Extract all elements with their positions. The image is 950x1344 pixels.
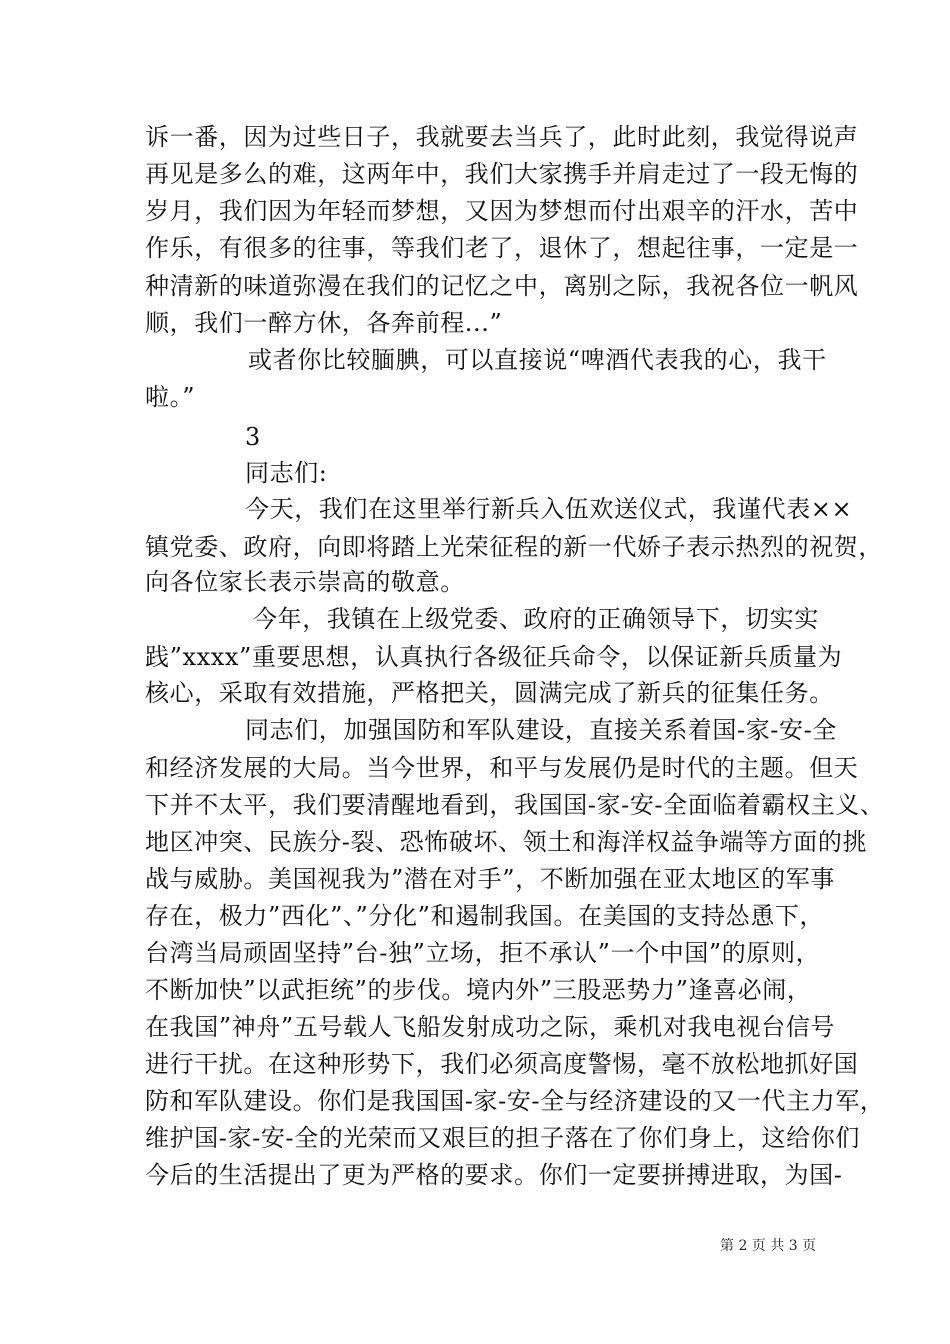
text-line: 维护国-家-安-全的光荣而又艰巨的担子落在了你们身上，这给你们: [145, 1124, 860, 1152]
salutation: 同志们:: [245, 459, 328, 487]
text-line: 诉一番，因为过些日子，我就要去当兵了，此时此刻，我觉得说声: [145, 123, 859, 151]
text-line: 地区冲突、民族分-裂、恐怖破坏、领土和海洋权益争端等方面的挑: [145, 828, 868, 856]
text-line: 或者你比较腼腆，可以直接说“啤酒代表我的心，我干: [248, 346, 827, 374]
page-footer: 第 2 页 共 3 页: [720, 1238, 817, 1254]
text-line: 镇党委、政府，向即将踏上光荣征程的新一代娇子表示热烈的祝贺，: [145, 533, 883, 561]
text-line: 存在，极力”西化”、”分化”和遏制我国。在美国的支持怂恿下，: [145, 902, 825, 930]
text-line: 啦。”: [145, 383, 196, 411]
text-line: 再见是多么的难，这两年中，我们大家携手并肩走过了一段无悔的: [145, 160, 859, 188]
text-line: 岁月，我们因为年轻而梦想，又因为梦想而付出艰辛的汗水，苦中: [145, 197, 859, 225]
text-line: 进行干扰。在这种形势下，我们必须高度警惕，毫不放松地抓好国: [145, 1050, 859, 1078]
text-line: 台湾当局顽固坚持”台-独”立场，拒不承认”一个中国”的原则，: [145, 939, 821, 967]
text-line: 今后的生活提出了更为严格的要求。你们一定要拼搏进取，为国-: [145, 1161, 843, 1189]
text-line: 今天，我们在这里举行新兵入伍欢送仪式，我谨代表××: [245, 495, 853, 523]
text-line: 种清新的味道弥漫在我们的记忆之中，离别之际，我祝各位一帆风: [145, 272, 859, 300]
text-line: 战与威胁。美国视我为”潜在对手”，不断加强在亚太地区的军事: [145, 865, 835, 893]
text-line: 践”xxxx”重要思想，认真执行各级征兵命令，以保证新兵质量为: [145, 643, 843, 671]
text-line: 今年，我镇在上级党委、政府的正确领导下，切实实: [253, 605, 819, 633]
text-line: 同志们，加强国防和军队建设，直接关系着国-家-安-全: [245, 716, 837, 744]
text-line: 和经济发展的大局。当今世界，和平与发展仍是时代的主题。但天: [145, 754, 859, 782]
text-line: 顺，我们一醉方休，各奔前程...”: [145, 309, 503, 337]
text-line: 不断加快”以武拒统”的步伐。境内外”三股恶势力”逢喜必闹，: [145, 976, 812, 1004]
text-line: 下并不太平，我们要清醒地看到，我国国-家-安-全面临着霸权主义、: [145, 791, 885, 819]
text-line: 作乐，有很多的往事，等我们老了，退休了，想起往事，一定是一: [145, 234, 859, 262]
section-number: 3: [245, 423, 261, 451]
text-line: 在我国”神舟”五号载人飞船发射成功之际，乘机对我电视台信号: [145, 1013, 835, 1041]
text-line: 防和军队建设。你们是我国国-家-安-全与经济建设的又一代主力军，: [145, 1087, 885, 1115]
text-line: 向各位家长表示崇高的敬意。: [145, 568, 465, 596]
text-line: 核心，采取有效措施，严格把关，圆满完成了新兵的征集任务。: [145, 679, 834, 707]
